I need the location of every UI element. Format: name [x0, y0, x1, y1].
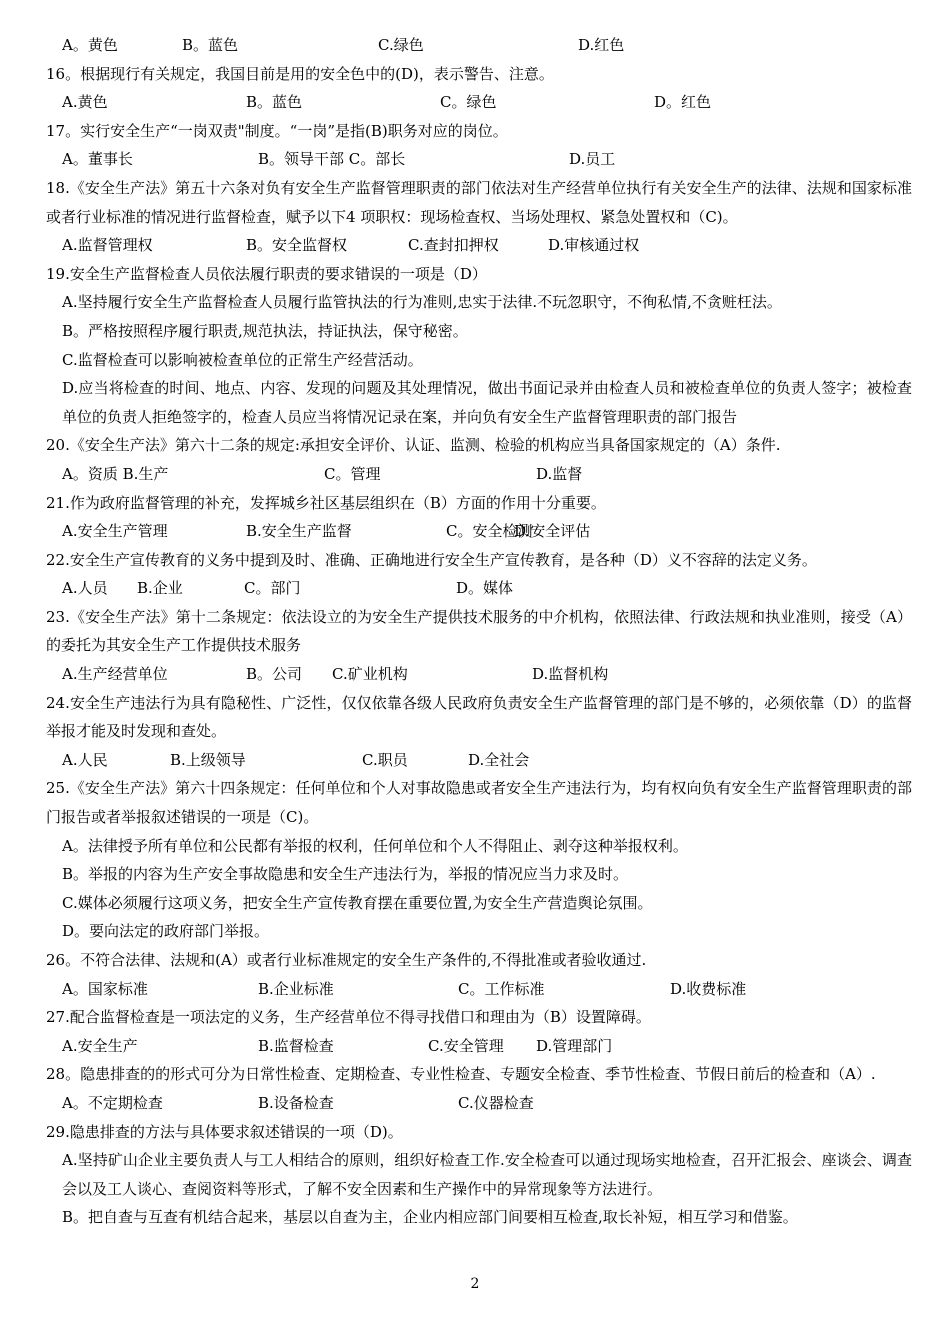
option-text: A.人民	[62, 750, 108, 769]
question-text: 27.配合监督检查是一项法定的义务，生产经营单位不得寻找借口和理由为（B）设置障碍。	[46, 1008, 651, 1027]
answer-option-line: C.媒体必须履行这项义务，把安全生产宣传教育摆在重要位置,为安全生产营造舆论氛围。	[62, 893, 653, 912]
option-text: D.全社会	[468, 750, 530, 769]
question-text: 17。实行安全生产“一岗双责"制度。“一岗”是指(B)职务对应的岗位。	[46, 121, 508, 140]
option-text: A.监督管理权	[62, 236, 153, 255]
option-text: D。媒体	[456, 579, 514, 598]
question-text: 24.安全生产违法行为具有隐秘性、广泛性，仅仅依靠各级人民政府负责安全生产监督管理的部门是不够的，必须依靠（D）的监督举报才能及时发现和查处。	[46, 693, 912, 741]
option-text: D。红色	[654, 93, 712, 112]
option-text: B。蓝色	[246, 93, 303, 112]
answer-option-line: A。法律授予所有单位和公民都有举报的权利，任何单位和个人不得阻止、剥夺这种举报权利。	[62, 836, 688, 855]
option-text: D.安全评估	[514, 522, 591, 541]
option-text: D.审核通过权	[548, 236, 640, 255]
option-text: B。公司	[246, 665, 303, 684]
question-text: 25.《安全生产法》第六十四条规定：任何单位和个人对事故隐患或者安全生产违法行为，均有权向负有安全生产监督管理职责的部门报告或者举报叙述错误的一项是（C)。	[46, 779, 912, 827]
option-text: C.矿业机构	[332, 665, 408, 684]
answer-option-line: B。把自查与互查有机结合起来，基层以自查为主，企业内相应部门间要相互检查,取长补短，相互学习和借鉴。	[62, 1208, 798, 1227]
option-text: C。管理	[324, 464, 381, 483]
option-text: B.设备检查	[258, 1093, 334, 1112]
option-row	[46, 88, 912, 117]
option-text: A.生产经营单位	[62, 665, 168, 684]
question-text: 23.《安全生产法》第十二条规定：依法设立的为安全生产提供技术服务的中介机构，依照法律、行政法规和执业准则，接受（A）的委托为其安全生产工作提供技术服务	[46, 607, 912, 655]
option-text: D.管理部门	[536, 1036, 613, 1055]
question-text: 20.《安全生产法》第六十二条的规定:承担安全评价、认证、监测、检验的机构应当具备国家规定的（A）条件.	[46, 436, 781, 455]
option-text: B.企业	[137, 579, 183, 598]
option-text: B.上级领导	[170, 750, 246, 769]
option-text: C。部门	[244, 579, 301, 598]
answer-option-line: D.应当将检查的时间、地点、内容、发现的问题及其处理情况，做出书面记录并由检查人员和被检查单位的负责人签字；被检查单位的负责人拒绝签字的，检查人员应当将情况记录在案，并向负有安全生产监督管理职责的部门报告	[62, 379, 912, 426]
question-text: 28。隐患排查的的形式可分为日常性检查、定期检查、专业性检查、专题安全检查、季节性检查、节假日前后的检查和（A）.	[46, 1065, 876, 1084]
option-row	[46, 1089, 912, 1118]
option-text: C。工作标准	[458, 979, 545, 998]
option-row	[46, 1032, 912, 1061]
answer-option-line: A.坚持矿山企业主要负责人与工人相结合的原则，组织好检查工作.安全检查可以通过现场实地检查，召开汇报会、座谈会、调查会以及工人谈心、查阅资料等形式，了解不安全因素和生产操作中的异常现象等方法进行。	[62, 1151, 912, 1198]
option-text: A。不定期检查	[62, 1093, 163, 1112]
option-text: D.监督机构	[532, 665, 609, 684]
option-row	[46, 31, 912, 60]
option-row	[46, 660, 912, 689]
question-text: 16。根据现行有关规定，我国目前是用的安全色中的(D)，表示警告、注意。	[46, 64, 554, 83]
option-text: D.监督	[536, 464, 583, 483]
option-text: A.安全生产	[62, 1036, 138, 1055]
option-text: B。蓝色	[182, 36, 239, 54]
question-text: 26。不符合法律、法规和(A）或者行业标准规定的安全生产条件的,不得批准或者验收通过.	[46, 951, 647, 969]
question-text: 18.《安全生产法》第五十六条对负有安全生产监督管理职责的部门依法对生产经营单位执行有关安全生产的法律、法规和国家标准或者行业标准的情况进行监督检查，赋予以下4 项职权：现场检查权、当场处理权、紧急处置权和（C)。	[46, 178, 912, 226]
option-text: A。黄色	[62, 36, 118, 54]
answer-option-line: D。要向法定的政府部门举报。	[62, 922, 270, 941]
option-row	[46, 746, 912, 775]
question-text: 22.安全生产宣传教育的义务中提到及时、准确、正确地进行安全生产宣传教育，是各种（D）义不容辞的法定义务。	[46, 550, 817, 569]
option-text: B.监督检查	[258, 1036, 334, 1055]
question-text: 21.作为政府监督管理的补充，发挥城乡社区基层组织在（B）方面的作用十分重要。	[46, 493, 606, 512]
option-text: B.企业标准	[258, 979, 334, 998]
option-text: C.仪器检查	[458, 1093, 534, 1112]
option-text: A。资质 B.生产	[62, 464, 169, 483]
question-text: 19.安全生产监督检查人员依法履行职责的要求错误的一项是（D）	[46, 264, 487, 283]
option-row	[46, 460, 912, 489]
answer-option-line: B。严格按照程序履行职责,规范执法，持证执法，保守秘密。	[62, 321, 468, 340]
option-text: C.安全管理	[428, 1036, 504, 1055]
option-text: C。安全检测	[446, 522, 533, 541]
option-text: C。绿色	[440, 93, 497, 112]
option-row	[46, 975, 912, 1004]
document-body	[46, 31, 912, 1232]
answer-option-line: B。举报的内容为生产安全事故隐患和安全生产违法行为，举报的情况应当力求及时。	[62, 865, 629, 884]
option-text: A。董事长	[62, 150, 133, 169]
answer-option-line: A.坚持履行安全生产监督检查人员履行监管执法的行为准则,忠实于法律.不玩忽职守，不徇私情,不贪赃枉法。	[62, 293, 782, 312]
option-text: C.职员	[362, 750, 408, 769]
option-text: A.安全生产管理	[62, 522, 168, 541]
option-text: B。安全监督权	[246, 236, 348, 255]
option-row	[46, 231, 912, 260]
option-text: B。领导干部 C。部长	[258, 150, 406, 169]
option-text: A.黄色	[62, 93, 108, 112]
option-text: B.安全生产监督	[246, 522, 352, 541]
option-text: D.收费标准	[670, 979, 747, 998]
option-row	[46, 574, 912, 603]
option-text: D.红色	[578, 36, 625, 54]
option-text: C.查封扣押权	[408, 236, 499, 255]
question-list	[46, 31, 912, 1232]
option-text: A.人员	[62, 579, 108, 598]
answer-option-line: C.监督检查可以影响被检查单位的正常生产经营活动。	[62, 350, 423, 369]
option-text: C.绿色	[378, 36, 424, 54]
question-text: 29.隐患排查的方法与具体要求叙述错误的一项（D)。	[46, 1122, 403, 1141]
option-text: A。国家标准	[62, 979, 148, 998]
page-number: 2	[470, 1276, 480, 1292]
option-row	[46, 517, 912, 546]
option-text: D.员工	[569, 150, 616, 169]
option-row	[46, 145, 912, 174]
